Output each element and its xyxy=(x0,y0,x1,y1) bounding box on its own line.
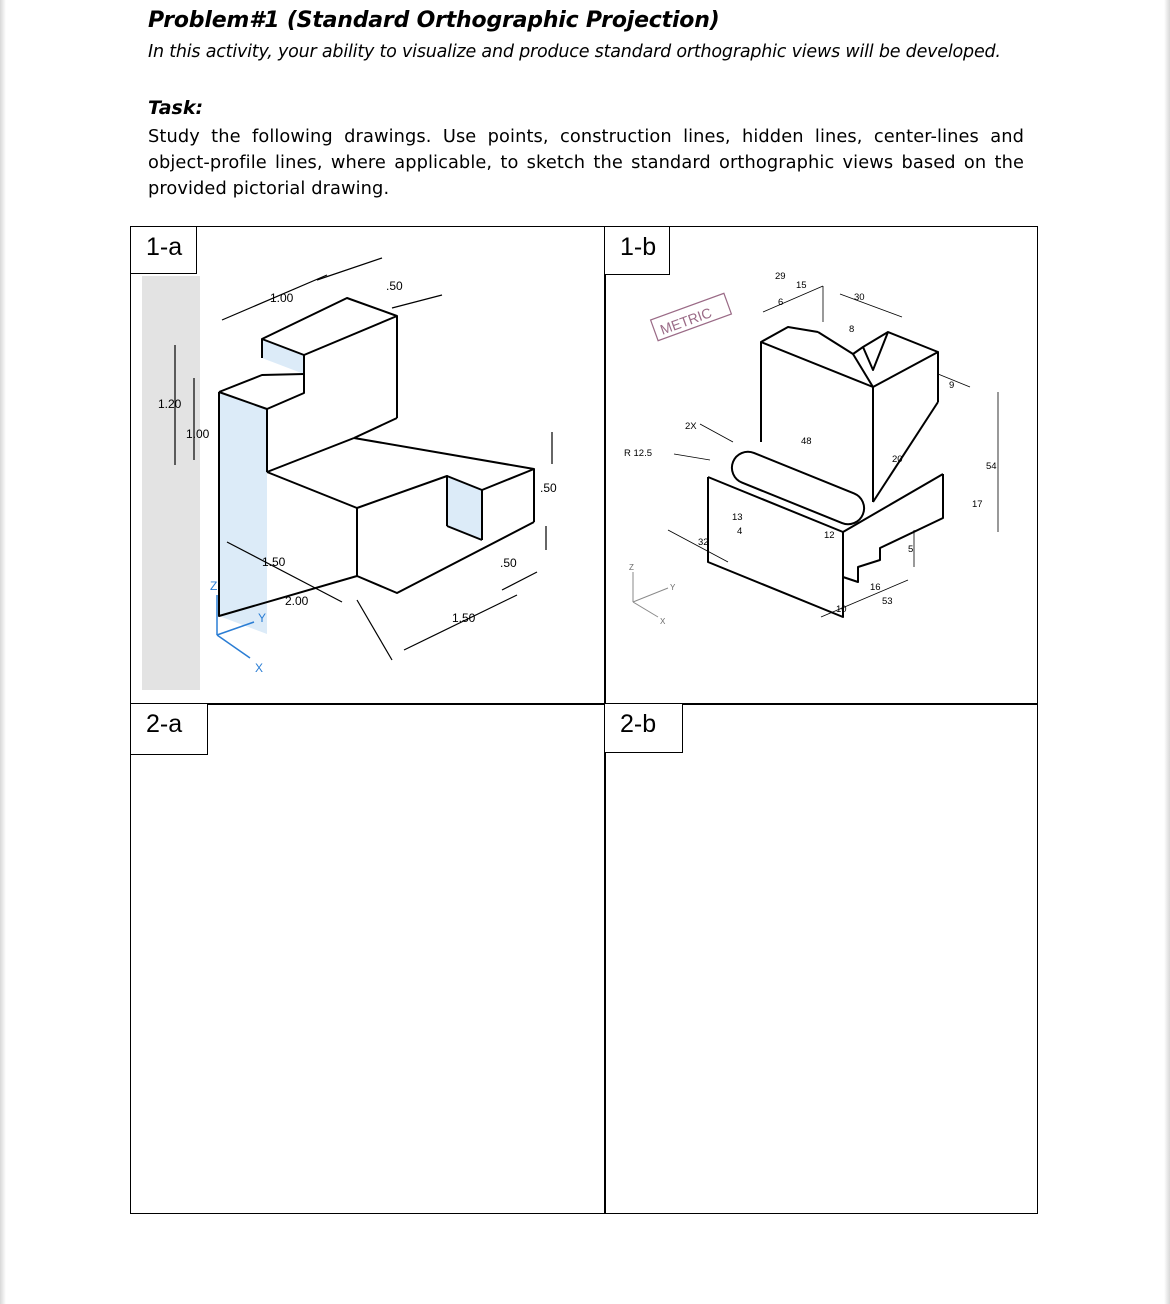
drawing-1a xyxy=(142,250,582,690)
axis-1b-x: X xyxy=(660,617,666,626)
page-title: Problem#1 (Standard Orthographic Projection) xyxy=(148,8,720,33)
dim-1b-r125: R 12.5 xyxy=(624,448,652,459)
cell-label-2a: 2-a xyxy=(130,703,208,755)
dim-1a-050-right: .50 xyxy=(540,481,557,495)
axis-1b-y: Y xyxy=(670,583,676,592)
drawing-1b xyxy=(618,262,1018,642)
dim-1a-150-left: 1.50 xyxy=(262,555,286,569)
dim-1b-9: 9 xyxy=(949,380,955,391)
dim-1b-8: 8 xyxy=(849,324,855,335)
dim-1b-17: 17 xyxy=(972,499,983,510)
dim-1b-29: 29 xyxy=(775,271,786,282)
page-edge-right xyxy=(1164,0,1170,1304)
dim-1b-6: 6 xyxy=(778,297,784,308)
axis-1a-y: Y xyxy=(258,611,267,625)
axis-1b-z: Z xyxy=(629,563,634,572)
cell-label-1b: 1-b xyxy=(604,226,670,275)
metric-stamp: METRIC xyxy=(657,304,714,338)
dim-1a-150-bottom: 1.50 xyxy=(452,611,476,625)
dim-1b-13: 13 xyxy=(732,512,743,523)
cell-label-1a: 1-a xyxy=(130,226,197,274)
dim-1a-050-bottom: .50 xyxy=(500,556,517,570)
page-edge-left xyxy=(0,0,6,1304)
shade-notch-face xyxy=(447,476,482,540)
cell-label-2b: 2-b xyxy=(604,703,683,753)
dim-1a-050-top: .50 xyxy=(386,279,403,293)
dim-1b-5: 5 xyxy=(908,544,914,555)
page-subtitle: In this activity, your ability to visualize and produce standard orthographic views will be developed. xyxy=(148,42,1001,62)
dim-1b-12: 12 xyxy=(824,530,835,541)
dim-1b-54: 54 xyxy=(986,461,997,472)
dim-1b-30: 30 xyxy=(854,292,865,303)
dim-1a-120: 1.20 xyxy=(158,397,182,411)
dim-1b-4: 4 xyxy=(737,526,743,537)
dim-1b-2x: 2X xyxy=(685,421,697,432)
dim-1b-53: 53 xyxy=(882,596,893,607)
axis-1a-x: X xyxy=(255,661,264,675)
dim-1b-10: 10 xyxy=(836,604,847,615)
dim-1b-16: 16 xyxy=(870,582,881,593)
task-heading: Task: xyxy=(148,97,204,119)
dim-1a-200: 2.00 xyxy=(285,594,309,608)
axis-1a-z: Z xyxy=(210,579,218,593)
grid-horizontal-divider xyxy=(130,703,1038,705)
dim-1b-32: 32 xyxy=(698,537,709,548)
dim-1a-100-left: 1.00 xyxy=(186,427,210,441)
dim-1b-20: 20 xyxy=(892,454,903,465)
shade-left-face xyxy=(219,392,267,634)
dim-1a-100-top: 1.00 xyxy=(270,291,294,305)
shade-step-face xyxy=(262,339,304,374)
task-body: Study the following drawings. Use points, construction lines, hidden lines, center-lines and object-profile lines, where applicable, to sketch the standard orthographic views based on the provided pictorial drawing. xyxy=(148,126,1024,199)
dim-1b-48: 48 xyxy=(801,436,812,447)
dim-1b-15: 15 xyxy=(796,280,807,291)
